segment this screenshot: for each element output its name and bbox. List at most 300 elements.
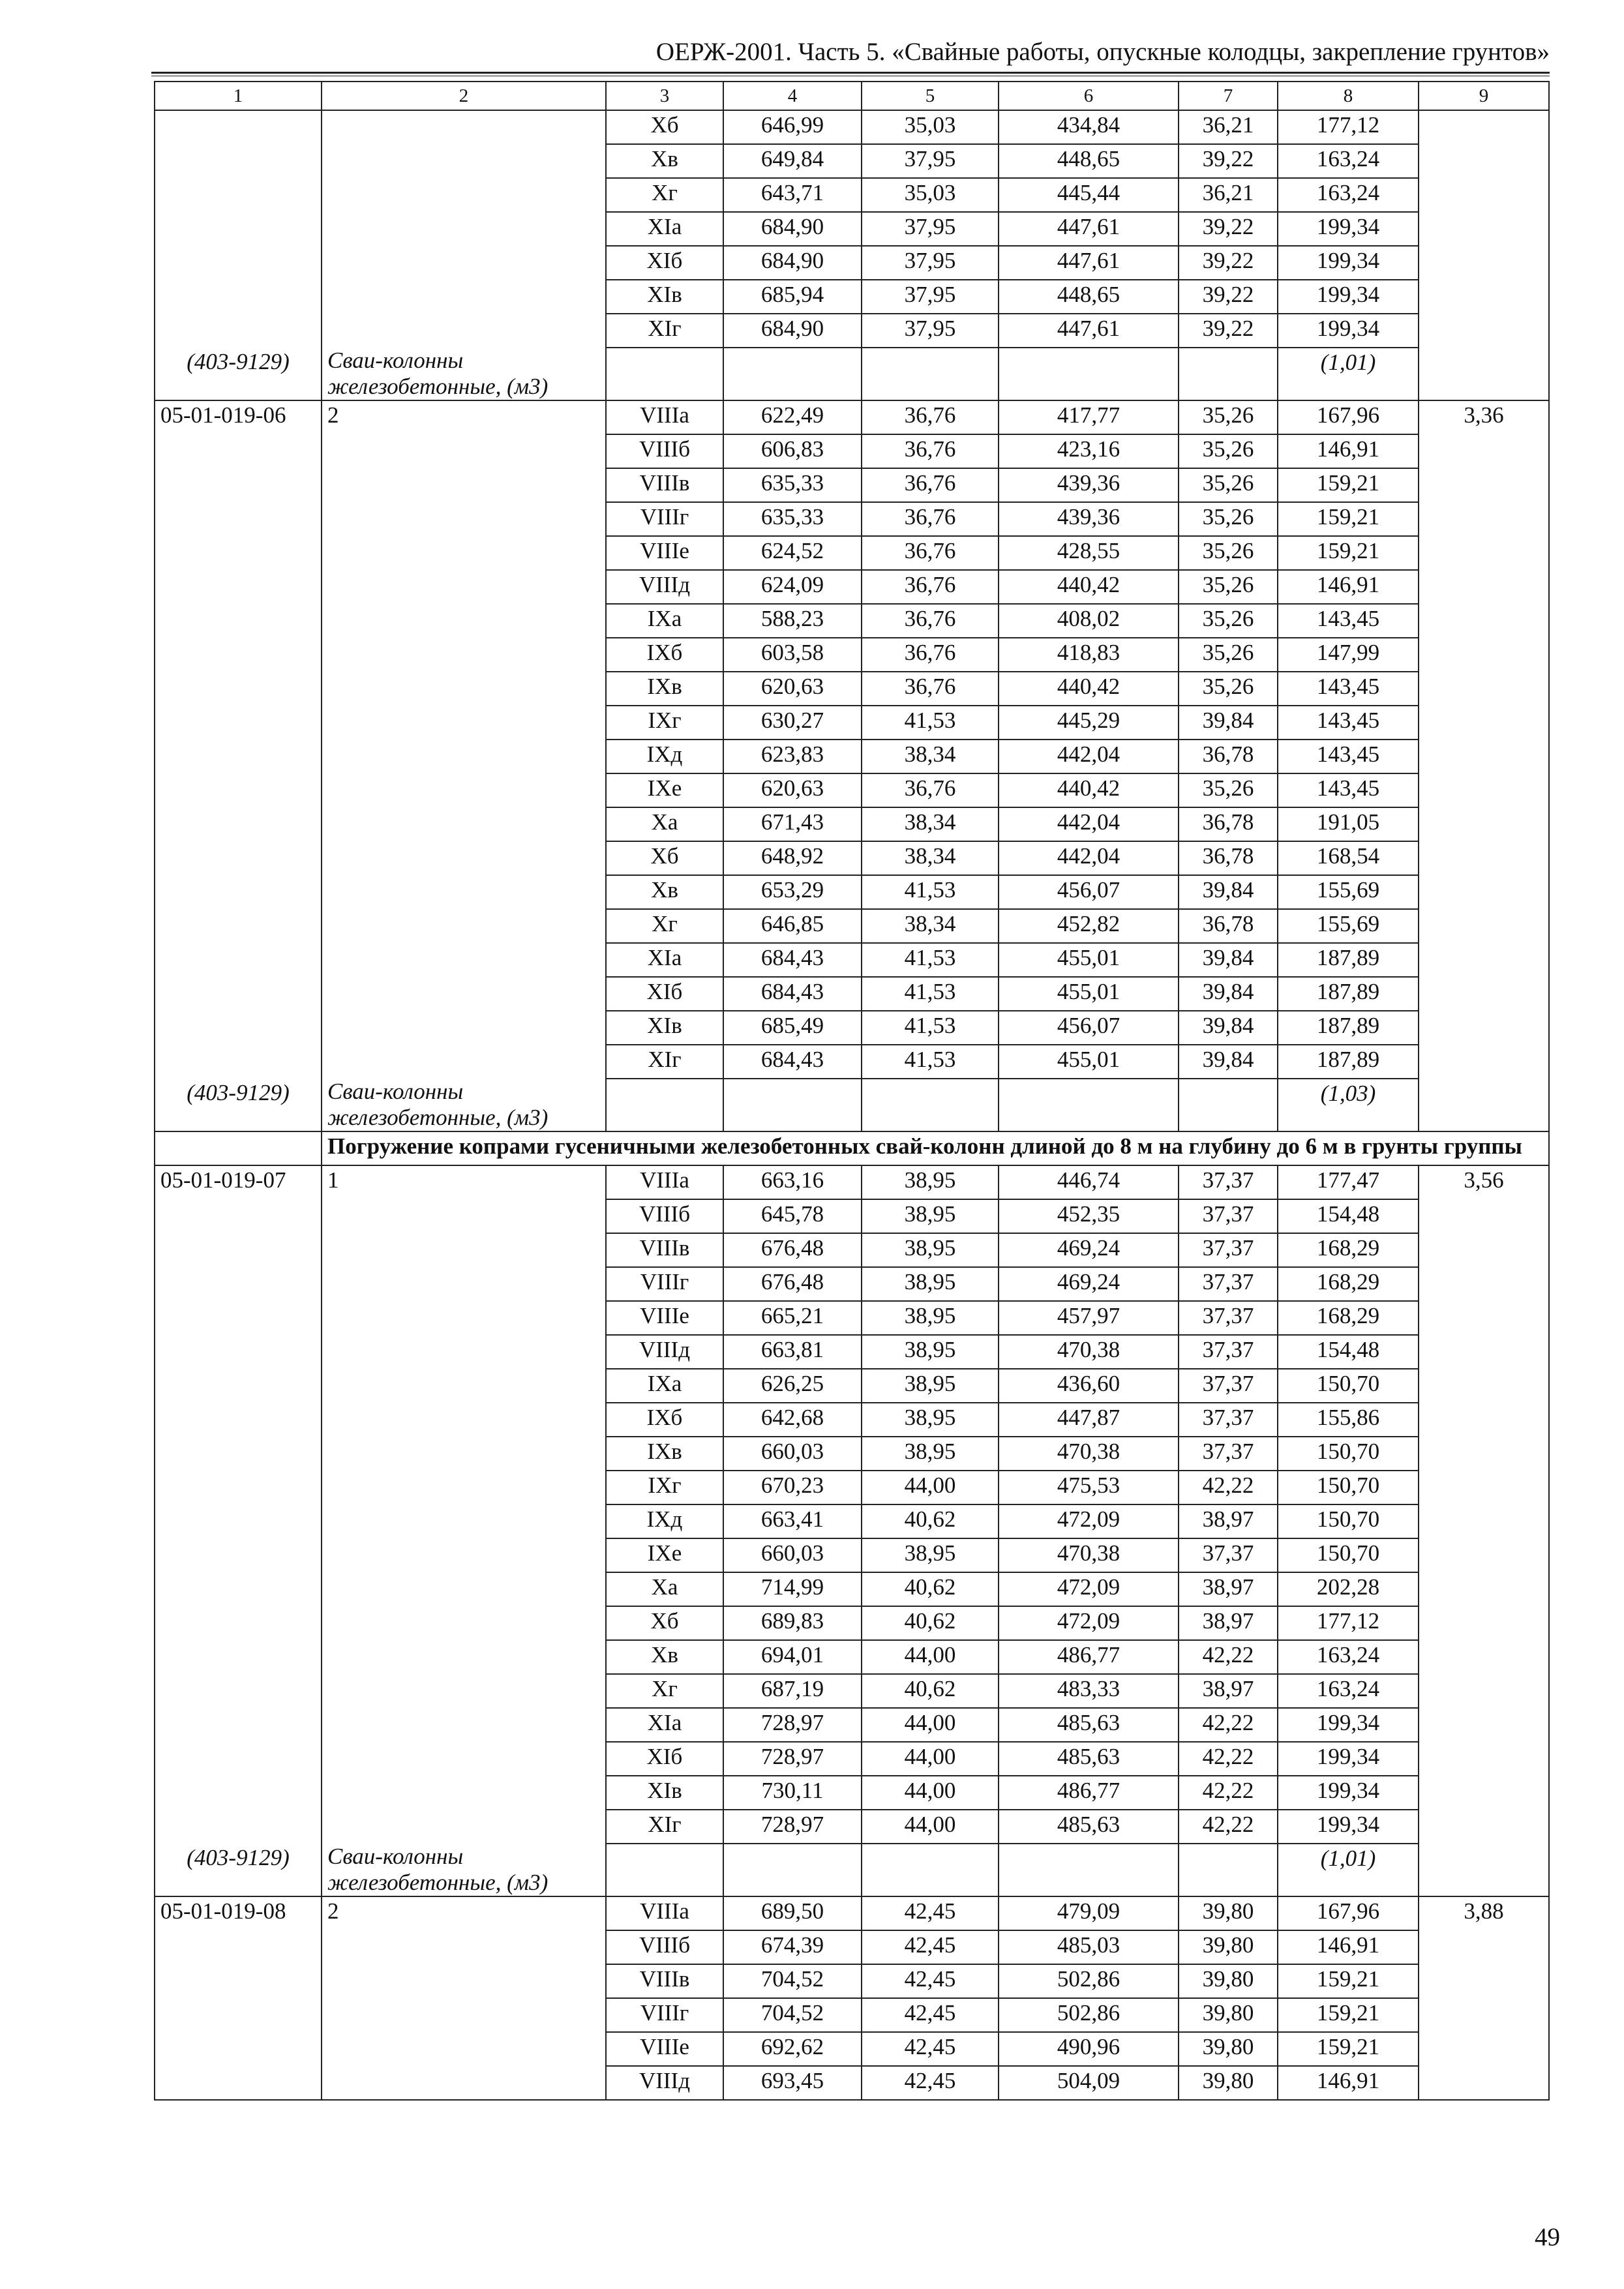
- value-cell: 37,95: [862, 280, 999, 314]
- code-cell: [155, 1810, 322, 1844]
- soil-group-cell: IXд: [606, 740, 723, 773]
- code-cell: 05-01-019-06: [155, 400, 322, 434]
- coef-cell: [1419, 570, 1549, 604]
- value-cell: 436,60: [999, 1369, 1179, 1403]
- value-cell: 35,26: [1179, 434, 1278, 468]
- code-cell: [155, 1930, 322, 1964]
- unit-cell: [322, 604, 606, 638]
- soil-group-cell: IXа: [606, 1369, 723, 1403]
- soil-group-cell: XIб: [606, 246, 723, 280]
- value-cell: 41,53: [862, 875, 999, 909]
- coef-cell: [1419, 943, 1549, 977]
- soil-group-cell: IXа: [606, 604, 723, 638]
- coef-cell: [1419, 1606, 1549, 1640]
- value-cell: 177,47: [1278, 1165, 1419, 1199]
- soil-group-cell: Xв: [606, 144, 723, 178]
- coef-cell: [1419, 434, 1549, 468]
- value-cell: 37,95: [862, 246, 999, 280]
- table-row: [155, 212, 1549, 246]
- table-row: [155, 1267, 1549, 1301]
- table-row: [155, 1471, 1549, 1504]
- soil-group-cell: Xа: [606, 807, 723, 841]
- empty-cell: [1179, 1079, 1278, 1131]
- coef-cell: [1419, 502, 1549, 536]
- soil-group-cell: XIг: [606, 1045, 723, 1079]
- value-cell: 150,70: [1278, 1369, 1419, 1403]
- unit-cell: [322, 314, 606, 348]
- value-cell: 408,02: [999, 604, 1179, 638]
- value-cell: 39,80: [1179, 1930, 1278, 1964]
- value-cell: 622,49: [723, 400, 862, 434]
- code-cell: [155, 943, 322, 977]
- value-cell: 37,95: [862, 314, 999, 348]
- value-cell: 39,22: [1179, 246, 1278, 280]
- value-cell: 38,34: [862, 909, 999, 943]
- value-cell: 44,00: [862, 1471, 999, 1504]
- soil-group-cell: Xа: [606, 1572, 723, 1606]
- value-cell: 191,05: [1278, 807, 1419, 841]
- value-cell: 620,63: [723, 672, 862, 706]
- code-cell: [155, 2066, 322, 2100]
- value-cell: 646,85: [723, 909, 862, 943]
- value-cell: 42,22: [1179, 1810, 1278, 1844]
- table-row: [155, 1045, 1549, 1079]
- value-cell: 676,48: [723, 1233, 862, 1267]
- soil-group-cell: IXе: [606, 773, 723, 807]
- table-row: [155, 1930, 1549, 1964]
- value-cell: 35,26: [1179, 604, 1278, 638]
- value-cell: 440,42: [999, 570, 1179, 604]
- code-cell: [155, 2032, 322, 2066]
- value-cell: 42,22: [1179, 1742, 1278, 1776]
- material-row: [155, 1079, 1549, 1131]
- table-row: [155, 1301, 1549, 1335]
- table-row: [155, 1504, 1549, 1538]
- soil-group-cell: Xб: [606, 110, 723, 144]
- value-cell: 486,77: [999, 1640, 1179, 1674]
- value-cell: 36,78: [1179, 909, 1278, 943]
- table-row: [155, 246, 1549, 280]
- coef-cell: [1419, 909, 1549, 943]
- unit-cell: [322, 2066, 606, 2100]
- value-cell: 455,01: [999, 977, 1179, 1011]
- value-cell: 684,90: [723, 246, 862, 280]
- value-cell: 485,63: [999, 1708, 1179, 1742]
- table-row: [155, 773, 1549, 807]
- soil-group-cell: VIIIд: [606, 1335, 723, 1369]
- value-cell: 35,26: [1179, 468, 1278, 502]
- value-cell: 445,29: [999, 706, 1179, 740]
- code-cell: [155, 434, 322, 468]
- value-cell: 440,42: [999, 672, 1179, 706]
- code-cell: [155, 1233, 322, 1267]
- value-cell: 442,04: [999, 841, 1179, 875]
- unit-cell: [322, 1606, 606, 1640]
- value-cell: 439,36: [999, 468, 1179, 502]
- value-cell: 728,97: [723, 1742, 862, 1776]
- value-cell: 40,62: [862, 1674, 999, 1708]
- value-cell: 39,84: [1179, 875, 1278, 909]
- value-cell: 694,01: [723, 1640, 862, 1674]
- table-row: [155, 1742, 1549, 1776]
- coef-cell: 3,56: [1419, 1165, 1549, 1199]
- value-cell: 36,76: [862, 502, 999, 536]
- value-cell: 635,33: [723, 468, 862, 502]
- table-row: [155, 536, 1549, 570]
- value-cell: 417,77: [999, 400, 1179, 434]
- value-cell: 485,63: [999, 1742, 1179, 1776]
- table-row: [155, 1998, 1549, 2032]
- value-cell: 143,45: [1278, 706, 1419, 740]
- value-cell: 472,09: [999, 1572, 1179, 1606]
- value-cell: 42,22: [1179, 1708, 1278, 1742]
- soil-group-cell: VIIIв: [606, 468, 723, 502]
- value-cell: 163,24: [1278, 1674, 1419, 1708]
- coef-cell: [1419, 1504, 1549, 1538]
- value-cell: 448,65: [999, 144, 1179, 178]
- value-cell: 472,09: [999, 1504, 1179, 1538]
- coef-cell: [1419, 178, 1549, 212]
- unit-cell: [322, 280, 606, 314]
- value-cell: 730,11: [723, 1776, 862, 1810]
- section-title: Погружение копрами гусеничными железобетонных свай-колонн длиной до 8 м на глубину до 6 м в грунты группы: [322, 1131, 1549, 1165]
- empty-cell: [862, 1079, 999, 1131]
- material-code: (403-9129): [155, 1079, 322, 1131]
- value-cell: 39,84: [1179, 943, 1278, 977]
- material-row: [155, 348, 1549, 400]
- value-cell: 36,78: [1179, 740, 1278, 773]
- unit-cell: 1: [322, 1165, 606, 1199]
- value-cell: 35,26: [1179, 570, 1278, 604]
- value-cell: 447,87: [999, 1403, 1179, 1437]
- unit-cell: [322, 1011, 606, 1045]
- value-cell: 423,16: [999, 434, 1179, 468]
- soil-group-cell: VIIIд: [606, 2066, 723, 2100]
- unit-cell: [322, 1437, 606, 1471]
- soil-group-cell: IXб: [606, 1403, 723, 1437]
- value-cell: 456,07: [999, 875, 1179, 909]
- value-cell: 448,65: [999, 280, 1179, 314]
- code-cell: [155, 1369, 322, 1403]
- value-cell: 37,37: [1179, 1301, 1278, 1335]
- value-cell: 728,97: [723, 1810, 862, 1844]
- column-number: 9: [1419, 82, 1549, 110]
- code-cell: [155, 1572, 322, 1606]
- column-number: 8: [1278, 82, 1419, 110]
- value-cell: 42,22: [1179, 1640, 1278, 1674]
- value-cell: 475,53: [999, 1471, 1179, 1504]
- soil-group-cell: XIв: [606, 1011, 723, 1045]
- value-cell: 199,34: [1278, 314, 1419, 348]
- value-cell: 38,97: [1179, 1572, 1278, 1606]
- value-cell: 37,37: [1179, 1437, 1278, 1471]
- coef-cell: [1419, 280, 1549, 314]
- value-cell: 663,81: [723, 1335, 862, 1369]
- soil-group-cell: XIа: [606, 212, 723, 246]
- value-cell: 36,76: [862, 638, 999, 672]
- code-cell: [155, 1267, 322, 1301]
- coef-cell: [1419, 246, 1549, 280]
- soil-group-cell: XIг: [606, 1810, 723, 1844]
- value-cell: 44,00: [862, 1810, 999, 1844]
- soil-group-cell: Xв: [606, 1640, 723, 1674]
- coef-cell: [1419, 875, 1549, 909]
- soil-group-cell: Xг: [606, 909, 723, 943]
- code-cell: [155, 740, 322, 773]
- soil-group-cell: XIг: [606, 314, 723, 348]
- value-cell: 689,50: [723, 1896, 862, 1930]
- value-cell: 41,53: [862, 1045, 999, 1079]
- unit-cell: [322, 468, 606, 502]
- code-cell: [155, 1403, 322, 1437]
- unit-cell: [322, 1538, 606, 1572]
- value-cell: 603,58: [723, 638, 862, 672]
- empty-cell: [862, 1844, 999, 1896]
- unit-cell: [322, 1233, 606, 1267]
- value-cell: 147,99: [1278, 638, 1419, 672]
- soil-group-cell: Xг: [606, 1674, 723, 1708]
- table-row: [155, 1369, 1549, 1403]
- coef-cell: [1419, 1301, 1549, 1335]
- material-name-line: железобетонные, (м3): [327, 374, 549, 399]
- value-cell: 442,04: [999, 807, 1179, 841]
- unit-cell: [322, 841, 606, 875]
- value-cell: 447,61: [999, 212, 1179, 246]
- material-code: (403-9129): [155, 1844, 322, 1896]
- value-cell: 143,45: [1278, 740, 1419, 773]
- value-cell: 626,25: [723, 1369, 862, 1403]
- table-row: [155, 909, 1549, 943]
- table-row: [155, 144, 1549, 178]
- value-cell: 168,54: [1278, 841, 1419, 875]
- value-cell: 159,21: [1278, 468, 1419, 502]
- value-cell: 653,29: [723, 875, 862, 909]
- material-qty: (1,01): [1278, 1844, 1419, 1896]
- code-cell: [155, 1708, 322, 1742]
- value-cell: 154,48: [1278, 1335, 1419, 1369]
- coef-cell: [1419, 468, 1549, 502]
- code-cell: [155, 314, 322, 348]
- table-row: [155, 400, 1549, 434]
- unit-cell: [322, 672, 606, 706]
- code-cell: [155, 1964, 322, 1998]
- unit-cell: [322, 1776, 606, 1810]
- table-row: [155, 314, 1549, 348]
- value-cell: 155,69: [1278, 909, 1419, 943]
- unit-cell: [322, 1504, 606, 1538]
- value-cell: 163,24: [1278, 1640, 1419, 1674]
- coef-cell: 3,36: [1419, 400, 1549, 434]
- coef-cell: [1419, 1810, 1549, 1844]
- value-cell: 456,07: [999, 1011, 1179, 1045]
- value-cell: 428,55: [999, 536, 1179, 570]
- code-cell: [155, 1776, 322, 1810]
- value-cell: 728,97: [723, 1708, 862, 1742]
- soil-group-cell: VIIIб: [606, 434, 723, 468]
- value-cell: 684,90: [723, 314, 862, 348]
- unit-cell: [322, 246, 606, 280]
- value-cell: 163,24: [1278, 144, 1419, 178]
- value-cell: 154,48: [1278, 1199, 1419, 1233]
- code-cell: [155, 672, 322, 706]
- value-cell: 150,70: [1278, 1471, 1419, 1504]
- soil-group-cell: VIIIб: [606, 1930, 723, 1964]
- coef-cell: [1419, 1572, 1549, 1606]
- value-cell: 36,76: [862, 536, 999, 570]
- coef-cell: [1419, 1742, 1549, 1776]
- value-cell: 470,38: [999, 1538, 1179, 1572]
- value-cell: 159,21: [1278, 2032, 1419, 2066]
- code-cell: [155, 144, 322, 178]
- value-cell: 168,29: [1278, 1301, 1419, 1335]
- value-cell: 39,84: [1179, 706, 1278, 740]
- code-cell: [155, 280, 322, 314]
- value-cell: 452,82: [999, 909, 1179, 943]
- material-name-line: железобетонные, (м3): [327, 1105, 549, 1130]
- value-cell: 502,86: [999, 1998, 1179, 2032]
- code-cell: [155, 1301, 322, 1335]
- code-cell: [155, 1674, 322, 1708]
- value-cell: 35,26: [1179, 536, 1278, 570]
- soil-group-cell: XIа: [606, 943, 723, 977]
- material-qty: (1,01): [1278, 348, 1419, 400]
- value-cell: 36,76: [862, 468, 999, 502]
- value-cell: 36,21: [1179, 110, 1278, 144]
- empty-cell: [723, 348, 862, 400]
- table-row: [155, 1165, 1549, 1199]
- value-cell: 490,96: [999, 2032, 1179, 2066]
- table-row: [155, 672, 1549, 706]
- coef-cell: [1419, 144, 1549, 178]
- value-cell: 469,24: [999, 1233, 1179, 1267]
- coef-cell: [1419, 1674, 1549, 1708]
- value-cell: 35,26: [1179, 502, 1278, 536]
- value-cell: 38,95: [862, 1369, 999, 1403]
- soil-group-cell: Xг: [606, 178, 723, 212]
- table-row: [155, 1011, 1549, 1045]
- value-cell: 42,45: [862, 1998, 999, 2032]
- material-name-line: Сваи-колонны: [327, 1079, 464, 1104]
- value-cell: 455,01: [999, 943, 1179, 977]
- value-cell: 624,09: [723, 570, 862, 604]
- column-number-row: [155, 82, 1549, 110]
- column-number: 5: [862, 82, 999, 110]
- value-cell: 37,37: [1179, 1233, 1278, 1267]
- value-cell: 37,95: [862, 212, 999, 246]
- material-name-line: Сваи-колонны: [327, 348, 464, 373]
- value-cell: 685,94: [723, 280, 862, 314]
- coef-cell: [1419, 1471, 1549, 1504]
- empty-cell: [606, 1844, 723, 1896]
- value-cell: 202,28: [1278, 1572, 1419, 1606]
- value-cell: 447,61: [999, 314, 1179, 348]
- table-row: [155, 977, 1549, 1011]
- value-cell: 42,45: [862, 1964, 999, 1998]
- coef-cell: [1419, 604, 1549, 638]
- value-cell: 143,45: [1278, 773, 1419, 807]
- table-row: [155, 740, 1549, 773]
- unit-cell: [322, 2032, 606, 2066]
- coef-cell: [1419, 1267, 1549, 1301]
- value-cell: 42,22: [1179, 1471, 1278, 1504]
- value-cell: 150,70: [1278, 1538, 1419, 1572]
- soil-group-cell: VIIIг: [606, 502, 723, 536]
- value-cell: 155,86: [1278, 1403, 1419, 1437]
- table-row: [155, 434, 1549, 468]
- unit-cell: [322, 1674, 606, 1708]
- coef-cell: [1419, 212, 1549, 246]
- column-number: 2: [322, 82, 606, 110]
- coef-cell: [1419, 1199, 1549, 1233]
- value-cell: 159,21: [1278, 536, 1419, 570]
- value-cell: 155,69: [1278, 875, 1419, 909]
- value-cell: 177,12: [1278, 1606, 1419, 1640]
- soil-group-cell: IXг: [606, 1471, 723, 1504]
- value-cell: 39,84: [1179, 1011, 1278, 1045]
- value-cell: 44,00: [862, 1640, 999, 1674]
- value-cell: 42,45: [862, 1896, 999, 1930]
- value-cell: 199,34: [1278, 246, 1419, 280]
- value-cell: 39,80: [1179, 1964, 1278, 1998]
- value-cell: 41,53: [862, 977, 999, 1011]
- coef-cell: [1419, 536, 1549, 570]
- value-cell: 187,89: [1278, 1045, 1419, 1079]
- value-cell: 167,96: [1278, 400, 1419, 434]
- value-cell: 44,00: [862, 1742, 999, 1776]
- value-cell: 418,83: [999, 638, 1179, 672]
- unit-cell: [322, 1810, 606, 1844]
- code-cell: [155, 110, 322, 144]
- value-cell: 485,03: [999, 1930, 1179, 1964]
- value-cell: 143,45: [1278, 604, 1419, 638]
- coef-cell: [1419, 977, 1549, 1011]
- value-cell: 674,39: [723, 1930, 862, 1964]
- soil-group-cell: VIIIв: [606, 1233, 723, 1267]
- column-number: 6: [999, 82, 1179, 110]
- value-cell: 455,01: [999, 1045, 1179, 1079]
- table-row: [155, 1896, 1549, 1930]
- empty-cell: [999, 1079, 1179, 1131]
- value-cell: 36,78: [1179, 807, 1278, 841]
- soil-group-cell: Xб: [606, 841, 723, 875]
- coef-cell: [1419, 314, 1549, 348]
- value-cell: 646,99: [723, 110, 862, 144]
- soil-group-cell: VIIIе: [606, 536, 723, 570]
- unit-cell: [322, 1199, 606, 1233]
- coef-cell: [1419, 1011, 1549, 1045]
- table-row: [155, 468, 1549, 502]
- unit-cell: [322, 1471, 606, 1504]
- code-cell: [155, 909, 322, 943]
- unit-cell: [322, 909, 606, 943]
- code-cell: [155, 841, 322, 875]
- unit-cell: [322, 1708, 606, 1742]
- value-cell: 35,26: [1179, 638, 1278, 672]
- unit-cell: [322, 1964, 606, 1998]
- value-cell: 38,97: [1179, 1606, 1278, 1640]
- value-cell: 670,23: [723, 1471, 862, 1504]
- value-cell: 37,37: [1179, 1267, 1278, 1301]
- code-cell: [155, 1335, 322, 1369]
- value-cell: 150,70: [1278, 1437, 1419, 1471]
- value-cell: 168,29: [1278, 1233, 1419, 1267]
- unit-cell: [322, 1335, 606, 1369]
- code-cell: [155, 212, 322, 246]
- table-row: [155, 1335, 1549, 1369]
- material-row: [155, 1844, 1549, 1896]
- unit-cell: [322, 943, 606, 977]
- empty-cell: [1419, 1844, 1549, 1896]
